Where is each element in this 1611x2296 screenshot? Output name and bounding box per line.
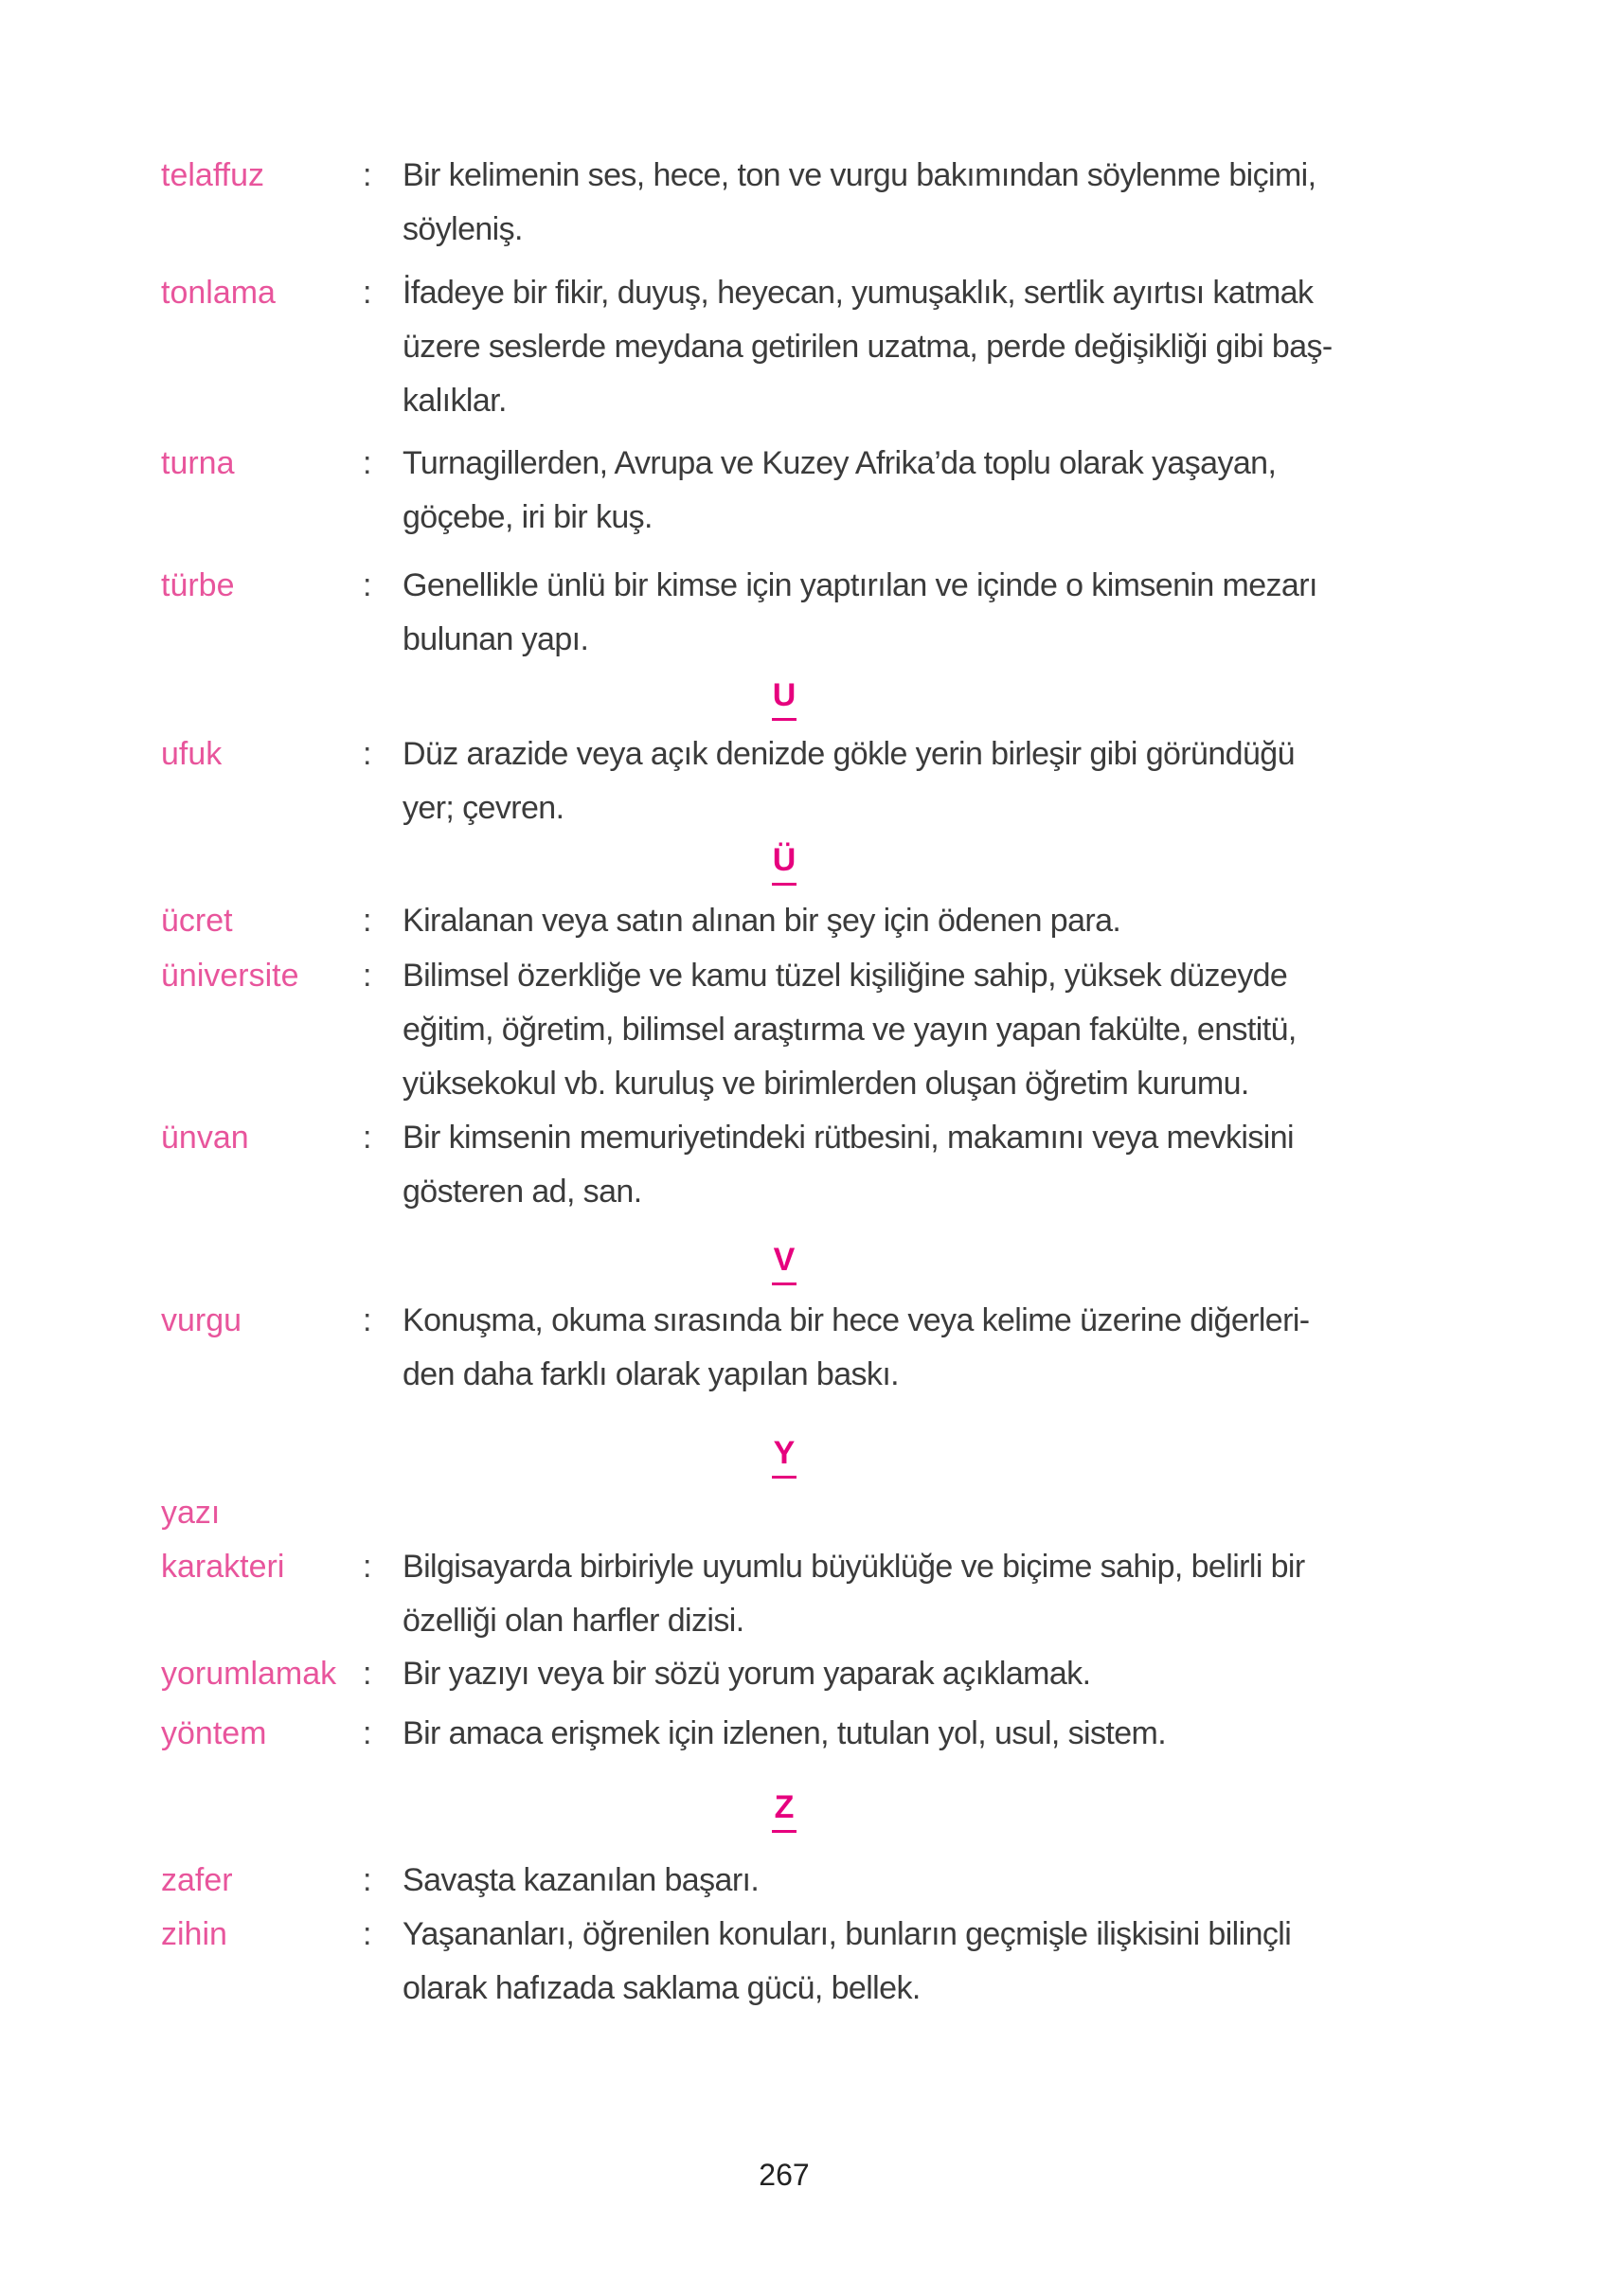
entry-term (161, 266, 276, 320)
definition-line: göçebe, iri bir kuş. (403, 499, 653, 535)
separator-colon: : (363, 903, 372, 939)
entry-definition (403, 559, 1317, 667)
term-line: karakteri (161, 1549, 285, 1585)
definition-line: eğitim, öğretim, bilimsel araştırma ve yayın yapan fakülte, enstitü, (403, 1012, 1297, 1048)
term-line: ücret (161, 903, 233, 939)
section-letter-1: Ü (737, 841, 832, 886)
definition-line: Bilgisayarda birbiriyle uyumlu büyüklüğe ve biçime sahip, belirli bir (403, 1549, 1305, 1585)
entry-definition (403, 266, 1333, 428)
definition-line: Genellikle ünlü bir kimse için yaptırılan ve içinde o kimsenin mezarı (403, 567, 1317, 603)
entry-term (161, 894, 233, 948)
definition-line: Bilimsel özerkliğe ve kamu tüzel kişiliğine sahip, yüksek düzeyde (403, 958, 1288, 994)
definition-line: bulunan yapı. (403, 621, 589, 657)
entry-definition (403, 1707, 1166, 1761)
definition-line: Savaşta kazanılan başarı. (403, 1862, 760, 1898)
section-letter-2: V (737, 1241, 832, 1285)
page-number: 267 (759, 2158, 810, 2192)
term-line: yorumlamak (161, 1656, 337, 1692)
definition-line: olarak hafızada saklama gücü, bellek. (403, 1970, 921, 2006)
definition-line: den daha farklı olarak yapılan baskı. (403, 1356, 900, 1392)
separator-colon: : (363, 445, 372, 481)
section-letter-3: Y (737, 1434, 832, 1479)
entry-definition (403, 727, 1295, 835)
separator-colon: : (363, 736, 372, 772)
entry-definition (403, 1540, 1305, 1648)
term-line: tonlama (161, 275, 276, 311)
term-line: turna (161, 445, 235, 481)
definition-line: yüksekokul vb. kuruluş ve birimlerden oluşan öğretim kurumu. (403, 1066, 1249, 1102)
section-letter-0: U (737, 676, 832, 721)
separator-colon: : (363, 1302, 372, 1338)
definition-line: Yaşananları, öğrenilen konuları, bunların geçmişle ilişkisini bilinçli (403, 1916, 1292, 1952)
term-line: zafer (161, 1862, 233, 1898)
term-line: ufuk (161, 736, 223, 772)
entry-term (161, 1111, 249, 1165)
entry-term (161, 1854, 233, 1908)
separator-colon: : (363, 1120, 372, 1156)
term-line: yöntem (161, 1715, 267, 1751)
definition-line: kalıklar. (403, 383, 507, 419)
term-line: yazı (161, 1495, 221, 1531)
definition-line: Bir amaca erişmek için izlenen, tutulan yol, usul, sistem. (403, 1715, 1167, 1751)
separator-colon: : (363, 1656, 372, 1692)
definition-line: Bir kelimenin ses, hece, ton ve vurgu bakımından söylenme biçimi, (403, 157, 1316, 193)
separator-colon: : (363, 1862, 372, 1898)
definition-line: Bir yazıyı veya bir sözü yorum yaparak açıklamak. (403, 1656, 1091, 1692)
entry-term (161, 149, 264, 203)
term-line: ünvan (161, 1120, 249, 1156)
entry-definition (403, 437, 1276, 545)
entry-term (161, 1908, 227, 1962)
separator-colon: : (363, 958, 372, 994)
definition-line: yer; çevren. (403, 790, 564, 826)
separator-colon: : (363, 1916, 372, 1952)
definition-line: Turnagillerden, Avrupa ve Kuzey Afrika’da toplu olarak yaşayan, (403, 445, 1277, 481)
entry-definition (403, 1647, 1090, 1701)
entry-definition (403, 894, 1120, 948)
section-letter-4: Z (737, 1788, 832, 1833)
separator-colon: : (363, 1715, 372, 1751)
definition-line: gösteren ad, san. (403, 1174, 642, 1210)
definition-line: Bir kimsenin memuriyetindeki rütbesini, makamını veya mevkisini (403, 1120, 1294, 1156)
entry-term (161, 1486, 284, 1594)
definition-line: Konuşma, okuma sırasında bir hece veya kelime üzerine diğerleri- (403, 1302, 1310, 1338)
entry-definition (403, 1294, 1310, 1402)
entry-definition (403, 149, 1316, 257)
term-line: türbe (161, 567, 235, 603)
entry-term (161, 1647, 336, 1701)
definition-line: Kiralanan veya satın alınan bir şey için ödenen para. (403, 903, 1121, 939)
separator-colon: : (363, 275, 372, 311)
separator-colon: : (363, 1549, 372, 1585)
definition-line: özelliği olan harfler dizisi. (403, 1603, 744, 1639)
separator-colon: : (363, 567, 372, 603)
entry-term (161, 727, 222, 781)
entry-definition (403, 1908, 1291, 2016)
separator-colon: : (363, 157, 372, 193)
definition-line: söyleniş. (403, 211, 523, 247)
entry-definition (403, 1854, 759, 1908)
definition-line: İfadeye bir fikir, duyuş, heyecan, yumuşaklık, sertlik ayırtısı katmak (403, 275, 1314, 311)
entry-term (161, 437, 235, 491)
entry-term (161, 949, 299, 1003)
entry-term (161, 559, 235, 613)
term-line: vurgu (161, 1302, 242, 1338)
entry-definition (403, 949, 1297, 1111)
entry-term (161, 1707, 267, 1761)
definition-line: üzere seslerde meydana getirilen uzatma, perde değişikliği gibi baş- (403, 329, 1333, 365)
term-line: telaffuz (161, 157, 265, 193)
term-line: zihin (161, 1916, 227, 1952)
term-line: üniversite (161, 958, 299, 994)
entry-term (161, 1294, 242, 1348)
entry-definition (403, 1111, 1294, 1219)
definition-line: Düz arazide veya açık denizde gökle yerin birleşir gibi göründüğü (403, 736, 1295, 772)
